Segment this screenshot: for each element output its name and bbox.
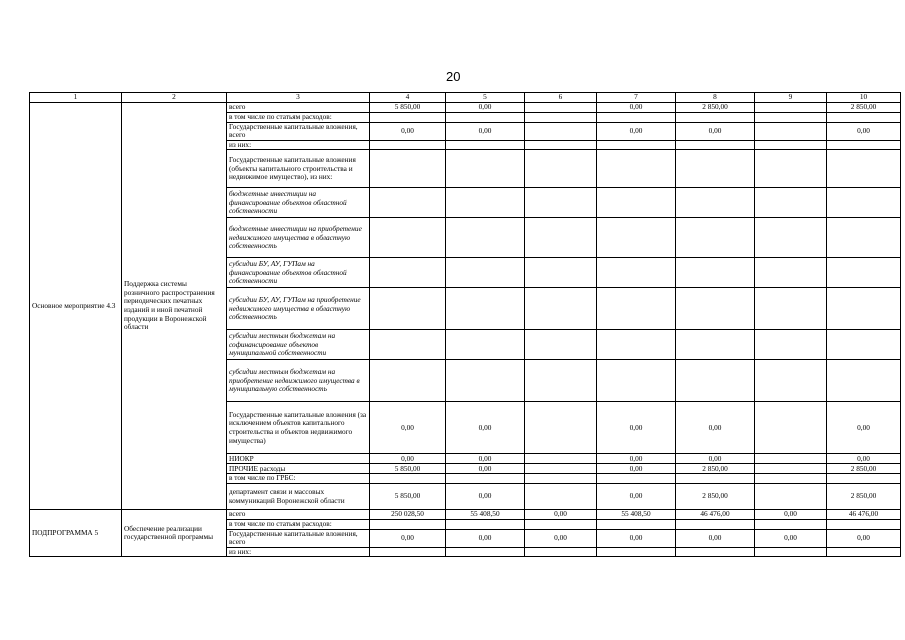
value-cell <box>676 547 755 557</box>
expense-item-label: в том числе по статьям расходов: <box>227 520 370 530</box>
value-cell: 5 850,00 <box>370 484 446 510</box>
value-cell: 0,00 <box>676 402 755 454</box>
expense-item-label: Государственные капитальные вложения, всего <box>227 122 370 140</box>
value-cell <box>827 520 901 530</box>
value-cell <box>676 474 755 484</box>
value-cell: 2 850,00 <box>827 464 901 474</box>
value-cell <box>755 258 827 288</box>
value-cell <box>676 140 755 150</box>
value-cell <box>755 474 827 484</box>
value-cell <box>827 150 901 188</box>
value-cell <box>676 288 755 330</box>
value-cell <box>525 140 597 150</box>
value-cell <box>597 218 676 258</box>
value-cell: 0,00 <box>676 454 755 464</box>
value-cell <box>525 218 597 258</box>
value-cell: 0,00 <box>597 484 676 510</box>
value-cell <box>525 520 597 530</box>
value-cell <box>525 288 597 330</box>
value-cell <box>525 113 597 123</box>
budget-table <box>29 92 901 557</box>
value-cell: 0,00 <box>597 454 676 464</box>
value-cell: 0,00 <box>827 454 901 464</box>
value-cell <box>827 330 901 360</box>
expense-item-label: субсидии местным бюджетам на софинансирование объектов муниципальной собственности <box>227 330 370 360</box>
value-cell <box>446 288 525 330</box>
value-cell <box>525 474 597 484</box>
value-cell <box>827 140 901 150</box>
value-cell <box>755 188 827 218</box>
value-cell <box>755 113 827 123</box>
header-cell: 8 <box>676 93 755 103</box>
header-cell: 3 <box>227 93 370 103</box>
expense-item-label: субсидии БУ, АУ, ГУПам на финансирование объектов областной собственности <box>227 258 370 288</box>
page-number: 20 <box>446 69 461 84</box>
value-cell <box>755 218 827 258</box>
value-cell <box>370 188 446 218</box>
value-cell: 0,00 <box>827 122 901 140</box>
value-cell <box>676 113 755 123</box>
value-cell <box>525 188 597 218</box>
header-cell: 5 <box>446 93 525 103</box>
value-cell <box>755 103 827 113</box>
value-cell <box>446 520 525 530</box>
value-cell: 5 850,00 <box>370 464 446 474</box>
value-cell <box>525 484 597 510</box>
value-cell <box>446 330 525 360</box>
value-cell <box>755 520 827 530</box>
value-cell: 0,00 <box>755 529 827 547</box>
expense-item-label: Государственные капитальные вложения (за исключением объектов капитального строительства и объектов недвижимого имущества) <box>227 402 370 454</box>
value-cell <box>370 218 446 258</box>
value-cell <box>676 360 755 402</box>
value-cell <box>446 258 525 288</box>
value-cell <box>827 218 901 258</box>
expense-item-label: Государственные капитальные вложения (объекты капитального строительства и недвижимое имущество), из них: <box>227 150 370 188</box>
value-cell: 250 028,50 <box>370 510 446 520</box>
value-cell: 0,00 <box>597 122 676 140</box>
value-cell <box>370 547 446 557</box>
value-cell <box>525 330 597 360</box>
value-cell <box>755 330 827 360</box>
expense-item-label: бюджетные инвестиции на приобретение недвижимого имущества в областную собственность <box>227 218 370 258</box>
value-cell <box>597 188 676 218</box>
header-cell: 1 <box>30 93 122 103</box>
value-cell <box>755 464 827 474</box>
table-row <box>30 103 901 113</box>
measure-description-cell: Обеспечение реализации государственной программы <box>122 510 227 557</box>
value-cell: 55 408,50 <box>597 510 676 520</box>
value-cell <box>370 360 446 402</box>
value-cell <box>597 150 676 188</box>
value-cell <box>755 360 827 402</box>
value-cell <box>827 188 901 218</box>
value-cell <box>597 288 676 330</box>
measure-name-cell: ПОДПРОГРАММА 5 <box>30 510 122 557</box>
value-cell: 2 850,00 <box>676 103 755 113</box>
value-cell <box>446 360 525 402</box>
expense-item-label: субсидии БУ, АУ, ГУПам на приобретение недвижимого имущества в областную собственность <box>227 288 370 330</box>
value-cell <box>525 464 597 474</box>
expense-item-label: департамент связи и массовых коммуникаций Воронежской области <box>227 484 370 510</box>
expense-item-label: в том числе по статьям расходов: <box>227 113 370 123</box>
value-cell: 0,00 <box>446 464 525 474</box>
expense-item-label: субсидии местным бюджетам на приобретение недвижимого имущества в муниципальную собственность <box>227 360 370 402</box>
value-cell <box>525 258 597 288</box>
header-cell: 10 <box>827 93 901 103</box>
value-cell: 0,00 <box>370 454 446 464</box>
value-cell <box>525 360 597 402</box>
value-cell: 0,00 <box>827 402 901 454</box>
value-cell: 0,00 <box>446 122 525 140</box>
value-cell: 0,00 <box>446 529 525 547</box>
value-cell: 0,00 <box>446 484 525 510</box>
value-cell <box>755 454 827 464</box>
value-cell <box>755 484 827 510</box>
expense-item-label: Государственные капитальные вложения, всего <box>227 529 370 547</box>
value-cell <box>525 547 597 557</box>
value-cell <box>525 454 597 464</box>
value-cell <box>597 360 676 402</box>
value-cell <box>597 547 676 557</box>
value-cell <box>755 150 827 188</box>
value-cell <box>827 113 901 123</box>
value-cell: 46 476,00 <box>676 510 755 520</box>
header-row <box>30 93 901 103</box>
value-cell <box>370 330 446 360</box>
expense-item-label: всего <box>227 103 370 113</box>
value-cell <box>446 150 525 188</box>
value-cell <box>446 113 525 123</box>
value-cell <box>755 140 827 150</box>
value-cell: 0,00 <box>827 529 901 547</box>
value-cell <box>446 218 525 258</box>
measure-name-cell: Основное мероприятие 4.3 <box>30 103 122 510</box>
expense-item-label: ПРОЧИЕ расходы <box>227 464 370 474</box>
value-cell: 0,00 <box>755 510 827 520</box>
value-cell <box>370 113 446 123</box>
measure-description-cell: Поддержка системы розничного распространения периодических печатных изданий и иной печатной продукции в Воронежской области <box>122 103 227 510</box>
value-cell: 0,00 <box>525 529 597 547</box>
value-cell <box>370 150 446 188</box>
value-cell <box>525 122 597 140</box>
value-cell <box>370 520 446 530</box>
value-cell: 0,00 <box>446 402 525 454</box>
value-cell <box>525 150 597 188</box>
value-cell: 2 850,00 <box>676 464 755 474</box>
value-cell <box>597 520 676 530</box>
value-cell: 2 850,00 <box>827 103 901 113</box>
header-cell: 2 <box>122 93 227 103</box>
value-cell <box>446 140 525 150</box>
value-cell: 0,00 <box>446 454 525 464</box>
value-cell <box>597 113 676 123</box>
value-cell: 0,00 <box>597 402 676 454</box>
value-cell <box>827 547 901 557</box>
value-cell: 0,00 <box>597 464 676 474</box>
value-cell: 2 850,00 <box>676 484 755 510</box>
value-cell <box>597 330 676 360</box>
value-cell: 0,00 <box>597 529 676 547</box>
expense-item-label: НИОКР <box>227 454 370 464</box>
value-cell: 0,00 <box>597 103 676 113</box>
value-cell <box>525 103 597 113</box>
value-cell: 46 476,00 <box>827 510 901 520</box>
value-cell <box>755 122 827 140</box>
value-cell <box>597 140 676 150</box>
value-cell: 0,00 <box>446 103 525 113</box>
value-cell <box>827 288 901 330</box>
value-cell <box>676 520 755 530</box>
value-cell: 0,00 <box>676 122 755 140</box>
expense-item-label: из них: <box>227 547 370 557</box>
value-cell <box>446 474 525 484</box>
value-cell: 0,00 <box>370 529 446 547</box>
value-cell <box>446 547 525 557</box>
expense-item-label: в том числе по ГРБС: <box>227 474 370 484</box>
value-cell: 0,00 <box>370 122 446 140</box>
expense-item-label: из них: <box>227 140 370 150</box>
value-cell <box>755 402 827 454</box>
value-cell <box>676 330 755 360</box>
expense-item-label: всего <box>227 510 370 520</box>
value-cell: 0,00 <box>370 402 446 454</box>
header-cell: 9 <box>755 93 827 103</box>
value-cell <box>676 258 755 288</box>
value-cell <box>370 474 446 484</box>
value-cell <box>597 258 676 288</box>
value-cell: 0,00 <box>676 529 755 547</box>
value-cell <box>827 258 901 288</box>
value-cell <box>446 188 525 218</box>
value-cell <box>827 474 901 484</box>
value-cell <box>755 288 827 330</box>
value-cell: 55 408,50 <box>446 510 525 520</box>
value-cell <box>827 360 901 402</box>
value-cell <box>370 258 446 288</box>
expense-item-label: бюджетные инвестиции на финансирование объектов областной собственности <box>227 188 370 218</box>
value-cell <box>755 547 827 557</box>
value-cell <box>676 218 755 258</box>
value-cell <box>676 188 755 218</box>
header-cell: 6 <box>525 93 597 103</box>
value-cell: 2 850,00 <box>827 484 901 510</box>
value-cell <box>597 474 676 484</box>
value-cell: 0,00 <box>525 510 597 520</box>
table-body <box>30 93 901 557</box>
value-cell <box>370 140 446 150</box>
table-row <box>30 510 901 520</box>
header-cell: 7 <box>597 93 676 103</box>
value-cell <box>676 150 755 188</box>
value-cell <box>370 288 446 330</box>
header-cell: 4 <box>370 93 446 103</box>
value-cell: 5 850,00 <box>370 103 446 113</box>
value-cell <box>525 402 597 454</box>
